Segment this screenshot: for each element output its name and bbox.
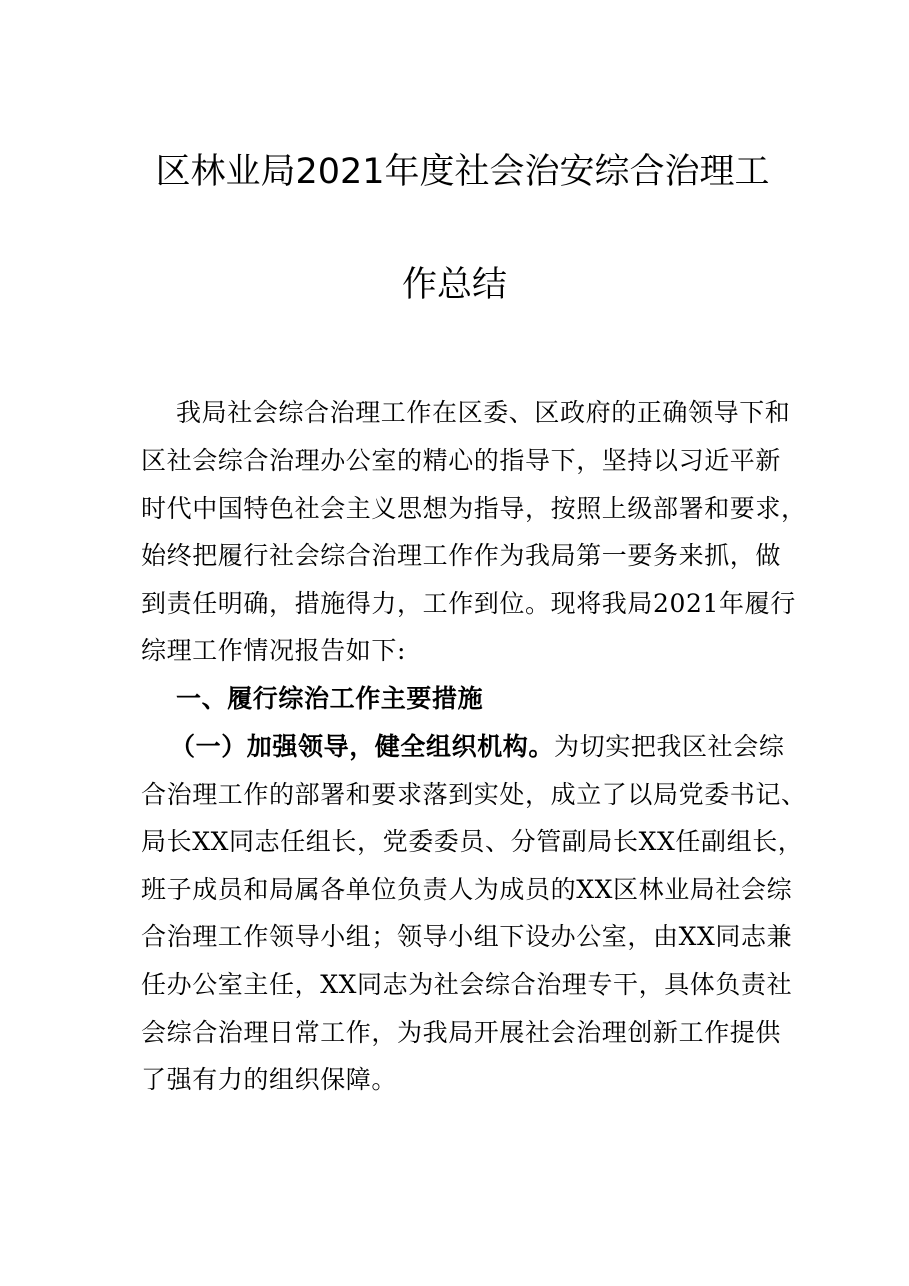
subsection-first-line bbox=[170, 732, 800, 762]
intro-line: 区社会综合治理办公室的精心的指导下，坚持以习近平新 bbox=[141, 446, 782, 475]
subsection-heading: （一）加强领导，健全组织机构。 bbox=[170, 732, 555, 761]
document-title-line-1: 区林业局2021年度社会治安综合治理工 bbox=[155, 152, 770, 192]
subsection-line: 会综合治理日常工作，为我局开展社会治理创新工作提供 bbox=[141, 1018, 782, 1047]
intro-line: 综理工作情况报告如下: bbox=[141, 636, 407, 665]
intro-line: 时代中国特色社会主义思想为指导，按照上级部署和要求， bbox=[141, 494, 807, 523]
subsection-line: 合治理工作的部署和要求落到实处，成立了以局党委书记、 bbox=[141, 780, 807, 809]
subsection-line: 班子成员和局属各单位负责人为成员的XX区林业局社会综 bbox=[141, 875, 793, 904]
subsection-first-line-text: 为切实把我区社会综 bbox=[554, 732, 785, 761]
subsection-line: 了强有力的组织保障。 bbox=[141, 1065, 398, 1094]
intro-line: 我局社会综合治理工作在区委、区政府的正确领导下和 bbox=[176, 398, 791, 427]
subsection-line: 局长XX同志任组长，党委委员、分管副局长XX任副组长， bbox=[141, 827, 804, 856]
subsection-line: 合治理工作领导小组；领导小组下设办公室，由XX同志兼 bbox=[141, 922, 793, 951]
document-title-line-2: 作总结 bbox=[401, 265, 507, 305]
intro-line: 始终把履行社会综合治理工作作为我局第一要务来抓，做 bbox=[141, 541, 782, 570]
intro-line: 到责任明确，措施得力，工作到位。现将我局2021年履行 bbox=[141, 589, 796, 618]
section-heading: 一、履行综治工作主要措施 bbox=[176, 684, 484, 713]
subsection-line: 任办公室主任，XX同志为社会综合治理专干，具体负责社 bbox=[141, 970, 793, 999]
